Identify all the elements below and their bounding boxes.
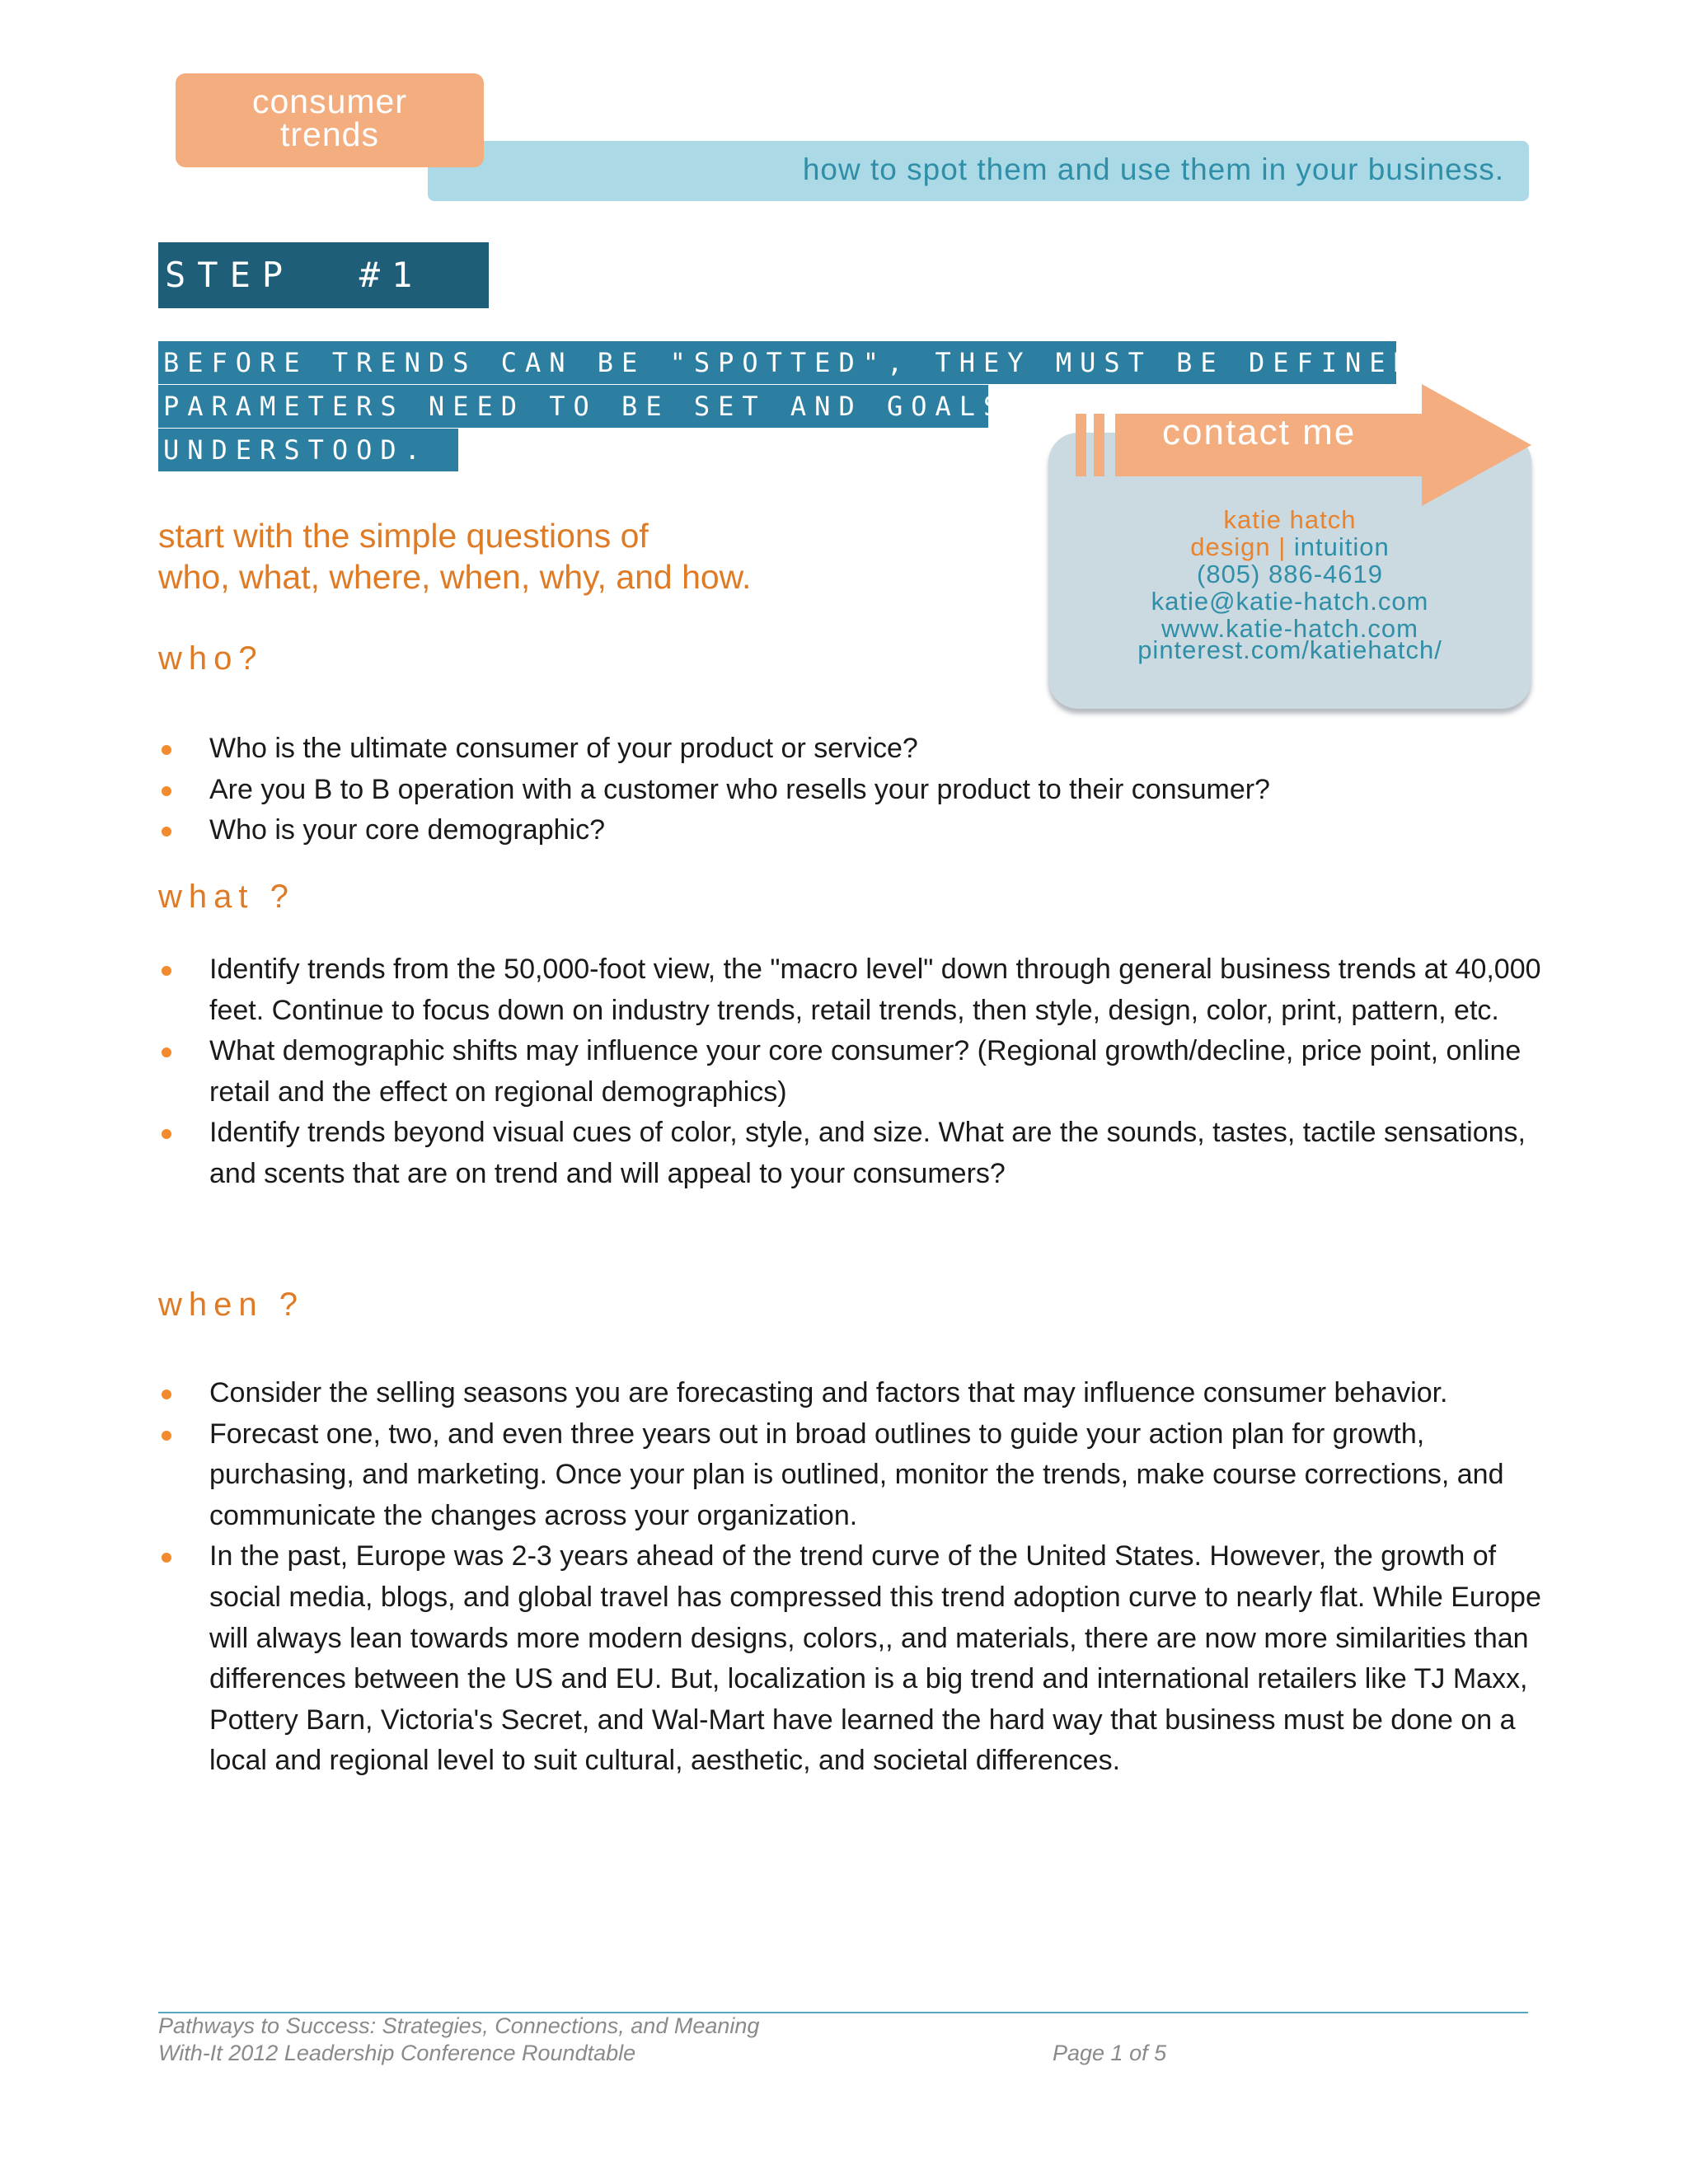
step-label: STEP #1 [158, 242, 489, 308]
when-list [158, 1373, 1543, 1782]
what-list [158, 949, 1543, 1195]
footer-line1: Pathways to Success: Strategies, Connections, and Meaning [158, 2013, 760, 2038]
lead-text [158, 515, 1073, 598]
contact-title: contact me [1162, 412, 1357, 452]
list-item: Are you B to B operation with a customer who resells your product to their consumer? [158, 770, 1543, 811]
company-intuition: intuition [1293, 532, 1390, 561]
list-item: Identify trends from the 50,000-foot view, the "macro level" down through general business trends at 40,000 feet. Continue to focus down on industry trends, retail trends, then style, design, color, print, pattern, etc. [158, 949, 1543, 1031]
contact-email[interactable]: katie@katie-hatch.com [1151, 587, 1429, 616]
contact-name: katie hatch [1223, 505, 1357, 534]
footer-line2: With-It 2012 Leadership Conference Roundtable [158, 2041, 636, 2065]
intro-line: UNDERSTOOD. [158, 429, 458, 471]
section-heading-what: what ? [158, 879, 295, 915]
intro-line: BEFORE TRENDS CAN BE "SPOTTED", THEY MUST BE DEFINED. [158, 341, 1396, 384]
intro-line: PARAMETERS NEED TO BE SET AND GOALS [158, 385, 988, 428]
list-item: In the past, Europe was 2-3 years ahead of the trend curve of the United States. However, the growth of social media, blogs, and global travel has compressed this trend adoption curve to nearly flat. While Europe will always lean towards more modern designs, colors,, and materials, there are now more similarities than differences between the US and EU. But, localization is a big trend and international retailers like TJ Maxx, Pottery Barn, Victoria's Secret, and Wal-Mart have learned the hard way that business must be done on a local and regional level to suit cultural, aesthetic, and societal differences. [158, 1536, 1543, 1782]
list-item: Identify trends beyond visual cues of color, style, and size. What are the sounds, tastes, tactile sensations, and scents that are on trend and will appeal to your consumers? [158, 1113, 1543, 1194]
contact-website[interactable]: www.katie-hatch.com [1161, 614, 1418, 643]
list-item: Consider the selling seasons you are forecasting and factors that may influence consumer behavior. [158, 1373, 1543, 1414]
contact-phone: (805) 886-4619 [1197, 560, 1383, 588]
list-item: What demographic shifts may influence your core consumer? (Regional growth/decline, price point, online retail and the effect on regional demographics) [158, 1031, 1543, 1113]
contact-company [1048, 533, 1531, 560]
lead-line: who, what, where, when, why, and how. [158, 558, 752, 596]
contact-pinterest[interactable]: pinterest.com/katiehatch/ [1137, 635, 1442, 664]
list-item: Who is your core demographic? [158, 810, 1543, 851]
section-heading-who: who? [158, 640, 264, 677]
title-badge-line2: trends [280, 115, 379, 153]
page-number: Page 1 of 5 [1053, 2041, 1167, 2065]
title-badge-line1: consumer [251, 82, 407, 120]
list-item: Who is the ultimate consumer of your product or service? [158, 729, 1543, 770]
list-item: Forecast one, two, and even three years out in broad outlines to guide your action plan for growth, purchasing, and marketing. Once your plan is outlined, monitor the trends, make course corrections, and communicate the changes across your organization. [158, 1414, 1543, 1537]
company-separator: | [1278, 532, 1287, 561]
company-design: design [1190, 532, 1271, 561]
who-list [158, 729, 1543, 851]
lead-line: start with the simple questions of [158, 517, 649, 555]
section-heading-when: when ? [158, 1286, 304, 1323]
tagline-text: how to spot them and use them in your business. [802, 152, 1504, 186]
